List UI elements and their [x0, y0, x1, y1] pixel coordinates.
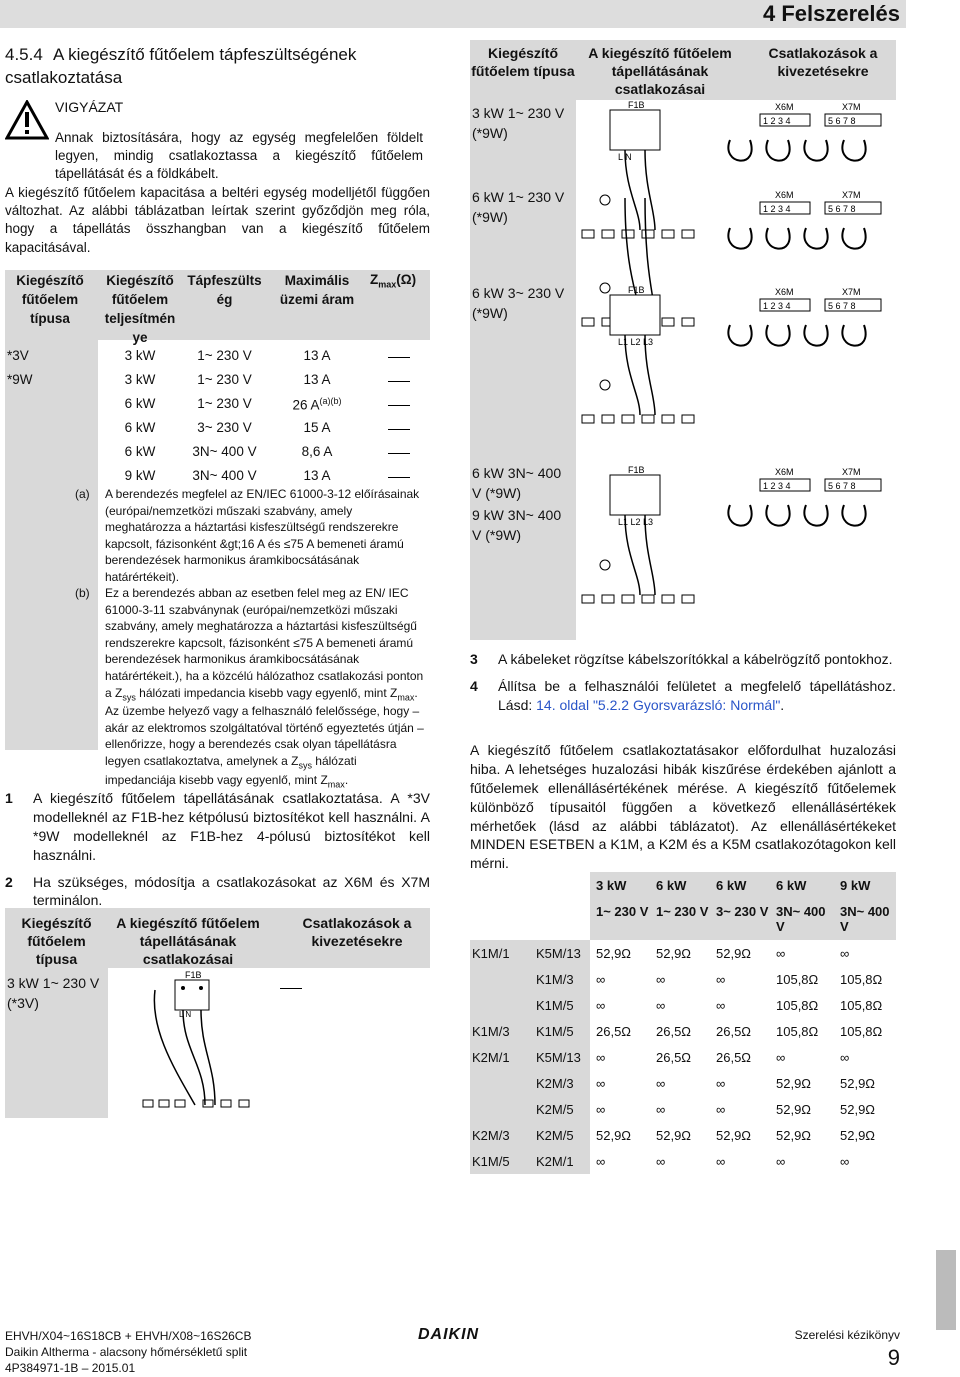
res-row-contact: K2M/3	[472, 1128, 510, 1143]
footer-product: Daikin Altherma - alacsony hőmérsékletű split	[5, 1345, 248, 1360]
faults-text: A kiegészítő fűtőelem csatlakoztatásakor előfordulhat huzalozási hiba. A lehetséges huzalozási hibák kiszűrése érdekében ajánlott a fűtőelemek ellenállásértékének mérése. A kiegészítő fűtőelemek különböző típusaitól függően a következő ellenállásértékek mérhetőek (lásd az alábbi táblázatot). Az ellenállásértékeket MINDEN ESETBEN a K1M, a K2M és a K5M csatlakozótagokon kell mérni.	[470, 742, 896, 872]
res-cell-value: ∞	[776, 946, 786, 961]
note-b-part4: hálózati impedanciája kisebb vagy egyenlő, mint Z	[105, 754, 357, 787]
wiring-diagram	[582, 475, 881, 603]
step-1	[5, 789, 430, 865]
res-cell-value: ∞	[596, 972, 606, 987]
spec-th-power: Kiegészítő fűtőelem teljesítmén ye	[104, 273, 176, 345]
intro-block	[5, 184, 430, 257]
x6m-numbers: 1 2 3 4	[763, 301, 791, 311]
res-cell-value: 52,9Ω	[840, 1076, 876, 1091]
res-row-contact: K2M/1	[536, 1154, 574, 1169]
res-row-contact: K5M/13	[536, 946, 581, 961]
wiring-row-type-3: 6 kW 3~ 230 V (*9W)	[472, 285, 565, 321]
spec-cell-zmax-dash	[388, 357, 410, 358]
spec-cell-power: 3 kW	[124, 372, 156, 387]
res-cell-value: ∞	[596, 1102, 606, 1117]
x6m-label: X6M	[775, 467, 794, 477]
spec-cell-zmax-dash	[388, 381, 410, 382]
wiring-right-th-terminal: Csatlakozások a kivezetésekre	[768, 45, 878, 80]
res-cell-value: 105,8Ω	[840, 1024, 883, 1039]
res-cell-value: 26,5Ω	[716, 1024, 752, 1039]
res-cell-value: 52,9Ω	[840, 1128, 876, 1143]
res-row-contact: K1M/5	[472, 1154, 510, 1169]
x7m-numbers: 5 6 7 8	[828, 481, 856, 491]
res-cell-value: ∞	[656, 1102, 666, 1117]
res-cell-value: 105,8Ω	[776, 972, 819, 987]
zmax-sub: max	[378, 279, 397, 290]
svg-text:L N: L N	[179, 1010, 192, 1019]
res-cell-value: 52,9Ω	[656, 946, 692, 961]
faults-block	[470, 741, 896, 873]
steps-left	[5, 789, 430, 910]
footer-doctype: Szerelési kézikönyv	[794, 1328, 900, 1342]
spec-cell-note-ref: (a)(b)	[319, 396, 342, 406]
res-cell-value: 26,5Ω	[716, 1050, 752, 1065]
res-cell-value: ∞	[656, 972, 666, 987]
spec-cell-voltage: 3N~ 400 V	[192, 468, 257, 483]
res-cell-value: ∞	[716, 998, 726, 1013]
footer-model: EHVH/X04~16S18CB + EHVH/X08~16S26CB	[5, 1329, 252, 1343]
res-cell-value: ∞	[596, 998, 606, 1013]
note-b-max: max	[397, 691, 415, 702]
x7m-numbers: 5 6 7 8	[828, 116, 856, 126]
step-2-text: Ha szükséges, módosítja a csatlakozásokat az X6M és X7M terminálon.	[33, 873, 430, 909]
note-b-text	[105, 585, 430, 790]
wiring-table-left	[5, 908, 430, 1118]
wiring-diagram	[582, 110, 881, 238]
res-cell-value: 52,9Ω	[716, 946, 752, 961]
wiring-left-dash	[280, 980, 302, 995]
res-cell-value: ∞	[656, 998, 666, 1013]
res-head-power: 3 kW	[596, 878, 627, 893]
res-cell-value: ∞	[840, 1154, 850, 1169]
steps-right	[470, 650, 896, 715]
res-cell-value: 52,9Ω	[840, 1102, 876, 1117]
f1b-label: F1B	[628, 285, 645, 295]
wiring-row-type-4b: 9 kW 3N~ 400 V (*9W)	[472, 507, 562, 543]
res-row-contact: K1M/1	[472, 946, 510, 961]
intro-text: A kiegészítő fűtőelem kapacitása a beltéri egység modelljétől függően változhat. Az alábbi táblázatban leírtak szerint győződjön meg róla, hogy a tápellátás összhangban van a kiegészítő fűtőelem kapacitásával.	[5, 185, 430, 255]
res-head-voltage: 1~ 230 V	[596, 904, 649, 919]
step-4-number: 4	[470, 677, 478, 694]
spec-th-type: Kiegészítő fűtőelem típusa	[16, 273, 84, 326]
note-b-part5: .	[344, 772, 349, 787]
res-row-contact: K5M/13	[536, 1050, 581, 1065]
x6m-label: X6M	[775, 287, 794, 297]
res-cell-value: ∞	[776, 1154, 786, 1169]
x6m-label: X6M	[775, 190, 794, 200]
res-row-contact: K1M/3	[472, 1024, 510, 1039]
note-a-tag: (a)	[75, 487, 90, 501]
spec-cell-power: 6 kW	[124, 396, 156, 411]
spec-cell-voltage: 3~ 230 V	[197, 420, 252, 435]
footer-docnum: 4P384971-1B – 2015.01	[5, 1361, 136, 1376]
spec-cell-current: 26 $A^{(a)(b)}$	[292, 396, 342, 413]
wiring-row-type-1: 3 kW 1~ 230 V (*9W)	[472, 105, 565, 141]
wiring-diagrams	[580, 100, 896, 640]
step-3-number: 3	[470, 651, 478, 667]
res-cell-value: 52,9Ω	[596, 946, 632, 961]
res-cell-value: 26,5Ω	[596, 1024, 632, 1039]
res-cell-value: 26,5Ω	[656, 1050, 692, 1065]
wiring-left-th-supply: A kiegészítő fűtőelem tápellátásának csatlakozásai	[116, 915, 260, 968]
res-row-contact: K2M/5	[536, 1102, 574, 1117]
note-a	[75, 486, 430, 585]
breaker-terminal-labels: L N	[618, 152, 632, 162]
wiring-left-row-type: 3 kW 1~ 230 V (*3V)	[7, 975, 100, 1011]
res-cell-value: ∞	[596, 1154, 606, 1169]
x7m-numbers: 5 6 7 8	[828, 301, 856, 311]
section-number: 4.5.4	[5, 45, 43, 64]
x6m-numbers: 1 2 3 4	[763, 116, 791, 126]
note-b-sys: sys	[122, 691, 136, 702]
res-cell-value: 105,8Ω	[776, 998, 819, 1013]
spec-cell-zmax-dash	[388, 405, 410, 406]
res-head-voltage: 3N~ 400 V	[776, 904, 826, 934]
step-4-link[interactable]: 14. oldal "5.2.2 Gyorsvarázsló: Normál"	[536, 696, 781, 713]
notes	[75, 486, 430, 791]
res-cell-value: ∞	[776, 1050, 786, 1065]
breaker-terminal-labels: L1 L2 L3	[618, 517, 654, 527]
step-4-body: Állítsa be a felhasználói felületet a megfelelő tápellátáshoz. Lásd:	[498, 677, 896, 713]
wiring-row-type-4a: 6 kW 3N~ 400 V (*9W)	[472, 465, 562, 501]
spec-th-zmax	[370, 272, 430, 290]
res-cell-value: 105,8Ω	[776, 1024, 819, 1039]
res-cell-value: 52,9Ω	[776, 1128, 812, 1143]
zmax-unit: (Ω)	[396, 272, 417, 287]
step-4	[470, 677, 896, 715]
spec-cell-power: 9 kW	[124, 468, 156, 483]
spec-cell-zmax-dash	[388, 429, 410, 430]
spec-cell-voltage: 1~ 230 V	[197, 396, 252, 411]
res-cell-value: 52,9Ω	[596, 1128, 632, 1143]
wiring-right-type-bg	[470, 100, 576, 640]
res-row-contact: K1M/3	[536, 972, 574, 987]
res-head-voltage: 1~ 230 V	[656, 904, 709, 919]
x7m-label: X7M	[842, 287, 861, 297]
daikin-logo: DAIKIN	[418, 1326, 480, 1343]
res-row-contact: K2M/3	[536, 1076, 574, 1091]
spec-cell-zmax-dash	[388, 477, 410, 478]
note-b-tag: (b)	[75, 586, 90, 601]
f1b-label: F1B	[628, 465, 645, 475]
res-cell-value: 52,9Ω	[776, 1102, 812, 1117]
footer-left	[5, 1328, 251, 1377]
spec-th-current: Maximális üzemi áram	[279, 273, 355, 307]
f1b-label: F1B	[628, 100, 645, 110]
wiring-diagram	[582, 295, 881, 423]
note-b-part3: . Az üzembe helyező vagy a felhasználó felelőssége, hogy – akár az elektromos szolgáltatóval történő egyeztetés útján – ellenőrizze, hogy a berendezés csak olyan tápellátásra legyen csatlakoztatva, amelynek a Z	[105, 685, 424, 768]
spec-cell-type: *3V	[7, 348, 29, 363]
x6m-label: X6M	[775, 102, 794, 112]
res-head-voltage: 3~ 230 V	[716, 904, 769, 919]
res-cell-value: 52,9Ω	[776, 1076, 812, 1091]
caution-text: Annak biztosítására, hogy az egység megfelelően földelt legyen, mindig csatlakoztassa a kiegészítő fűtőelem tápellátását és a földkábelt.	[55, 129, 423, 182]
step-2	[5, 873, 430, 911]
res-cell-value: 105,8Ω	[840, 972, 883, 987]
dash-mark	[280, 988, 302, 989]
page-number: 9	[887, 1345, 900, 1370]
spec-cell-type: *9W	[7, 372, 33, 387]
wiring-row-type-2: 6 kW 1~ 230 V (*9W)	[472, 189, 565, 225]
note-b-max2: max	[327, 779, 345, 790]
wiring-left-th-terminal: Csatlakozások a kivezetésekre	[302, 915, 412, 950]
res-cell-value: 52,9Ω	[656, 1128, 692, 1143]
step-1-text: A kiegészítő fűtőelem tápellátásának csatlakoztatása. A *3V modelleknél az F1B-hez kétpólusú biztosítékot kell használni. A *9W modelleknél az F1B-hez 4-pólusú biztosítékot kell használni.	[33, 790, 430, 863]
res-cell-value: ∞	[596, 1050, 606, 1065]
spec-cell-voltage: 1~ 230 V	[197, 372, 252, 387]
note-b-part1: Ez a berendezés abban az esetben felel meg az EN/ IEC 61000-3-11 szabványnak (európai/nemzetközi műszaki szabvány, amely meghatározza a háztartási kisfeszültségű rendszerekre kapcsolt, fázisonként ≤75 A bemeneti áramú berendezések harmonikus áramkibocsátásának határértékeit.), ha a közcélú hálózathoz csatlakozási ponton a Z	[105, 586, 424, 700]
spec-cell-voltage: 3N~ 400 V	[192, 444, 257, 459]
step-4-tail: .	[780, 696, 785, 713]
res-cell-value: 105,8Ω	[840, 998, 883, 1013]
spec-th-voltage: Tápfeszülts ég	[187, 273, 262, 307]
wiring-right-th-supply: A kiegészítő fűtőelem tápellátásának csatlakozásai	[588, 45, 732, 98]
res-head-voltage: 3N~ 400 V	[840, 904, 890, 934]
chapter-title: 4 Felszerelés	[763, 1, 900, 26]
zmax-z: Z	[370, 272, 379, 287]
x7m-label: X7M	[842, 102, 861, 112]
spec-cell-current: 13 A	[303, 348, 331, 363]
res-cell-value: ∞	[716, 1076, 726, 1091]
step-4-text	[498, 677, 896, 715]
section-heading	[5, 44, 430, 90]
res-cell-value: ∞	[656, 1154, 666, 1169]
spec-cell-power: 6 kW	[124, 444, 156, 459]
res-cell-value: ∞	[840, 946, 850, 961]
caution-box	[55, 98, 423, 184]
spec-cell-current: 8,6 A	[301, 444, 333, 459]
spec-cell-current: 15 A	[303, 420, 331, 435]
step-3-text: A kábeleket rögzítse kábelszorítókkal a kábelrögzítő pontokhoz.	[498, 651, 893, 667]
x7m-label: X7M	[842, 467, 861, 477]
step-1-number: 1	[5, 790, 13, 806]
note-b-sys2: sys	[298, 760, 312, 771]
wiring-table-right	[470, 40, 896, 640]
breaker-terminal-labels: L1 L2 L3	[618, 337, 654, 347]
x7m-label: X7M	[842, 190, 861, 200]
res-cell-value: ∞	[840, 1050, 850, 1065]
wiring-right-th-type: Kiegészítő fűtőelem típusa	[471, 45, 575, 80]
res-cell-value: 26,5Ω	[656, 1024, 692, 1039]
x6m-numbers: 1 2 3 4	[763, 481, 791, 491]
res-head-power: 6 kW	[656, 878, 687, 893]
res-head-power: 6 kW	[776, 878, 807, 893]
res-row-contact: K2M/5	[536, 1128, 574, 1143]
warning-icon	[5, 100, 49, 140]
res-cell-value: ∞	[716, 1154, 726, 1169]
spec-cell-zmax-dash	[388, 453, 410, 454]
res-cell-value: ∞	[656, 1076, 666, 1091]
caution-title: VIGYÁZAT	[55, 99, 124, 115]
wiring-left-th-type: Kiegészítő fűtőelem típusa	[21, 915, 92, 968]
spec-cell-power: 6 kW	[124, 420, 156, 435]
note-b	[75, 585, 430, 790]
res-cell-value: 52,9Ω	[716, 1128, 752, 1143]
step-3	[470, 650, 896, 669]
x6m-numbers: 1 2 3 4	[763, 204, 791, 214]
sidebar-marker	[936, 1250, 956, 1330]
section-title: A kiegészítő fűtőelem tápfeszültségének csatlakoztatása	[5, 45, 357, 87]
note-a-text: A berendezés megfelel az EN/IEC 61000-3-12 előírásainak (európai/nemzetközi műszaki szabvány, amely meghatározza a háztartási kisfeszültségű rendszerekre kapcsolt, fázisonként &gt;16 A és ≤75 A bemeneti áramú berendezések harmonikus áramkibocsátásának határértékeit).	[105, 487, 420, 584]
f1b-label: F1B	[185, 970, 202, 980]
left-column	[5, 44, 430, 90]
res-head-power: 9 kW	[840, 878, 871, 893]
res-row-contact: K1M/5	[536, 998, 574, 1013]
spec-cell-current: 13 A	[303, 468, 331, 483]
spec-cell-power: 3 kW	[124, 348, 156, 363]
res-row-contact: K2M/1	[472, 1050, 510, 1065]
res-cell-value: ∞	[596, 1076, 606, 1091]
res-cell-value: ∞	[716, 1102, 726, 1117]
res-cell-value: ∞	[716, 972, 726, 987]
x7m-numbers: 5 6 7 8	[828, 204, 856, 214]
wiring-diagram-3v	[135, 970, 255, 1115]
spec-cell-voltage: 1~ 230 V	[197, 348, 252, 363]
res-row-contact: K1M/5	[536, 1024, 574, 1039]
res-head-power: 6 kW	[716, 878, 747, 893]
step-2-number: 2	[5, 873, 13, 890]
note-b-part2: hálózati impedancia kisebb vagy egyenlő, mint Z	[135, 685, 398, 700]
spec-cell-current: 13 A	[303, 372, 331, 387]
